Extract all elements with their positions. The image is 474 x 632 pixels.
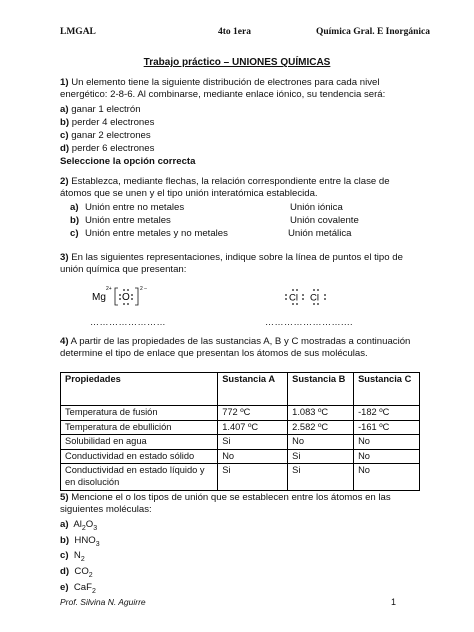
table-row <box>61 420 420 435</box>
table-cell: No <box>354 449 420 464</box>
answer-line-1: …………………… <box>90 317 166 327</box>
page-number: 1 <box>391 597 397 607</box>
table-cell: 772 ºC <box>218 406 288 421</box>
table-cell: No <box>354 435 420 450</box>
table-cell: Si <box>218 464 288 490</box>
molecule-item: b) $HNO_3$ <box>60 534 100 548</box>
table-cell: Si <box>218 435 288 450</box>
lewis-cl2-symbol: Cl <box>310 292 319 304</box>
question-5 <box>60 492 420 596</box>
table-cell: 1.083 ºC <box>288 406 354 421</box>
question-2-row: a) Unión entre no metales Unión iónica <box>70 202 343 213</box>
table-cell: Si <box>288 464 354 490</box>
molecule-item: a) $Al_2O_3$ <box>60 518 98 532</box>
table-header-cell: Sustancia C <box>354 373 420 406</box>
table-header-cell: Sustancia B <box>288 373 354 406</box>
table-cell: No <box>218 449 288 464</box>
table-cell: -161 ºC <box>354 420 420 435</box>
table-cell: No <box>288 435 354 450</box>
table-cell: No <box>354 464 420 490</box>
question-1-option-d: d) perder 6 electrones <box>60 142 155 154</box>
lewis-mg-charge: 2+ <box>106 286 112 292</box>
question-1-option-c: c) ganar 2 electrones <box>60 129 151 141</box>
header-subject: Química Gral. E Inorgánica <box>316 27 430 37</box>
table-cell: 2.582 ºC <box>288 420 354 435</box>
lewis-structure-mgo <box>92 284 172 308</box>
question-1-option-b: b) perder 4 electrones <box>60 116 155 128</box>
question-2-matching <box>60 202 420 241</box>
question-5-text: 5) Mencione el o los tipos de unión que se establecen entre los átomos en las siguientes moléculas: <box>60 492 391 515</box>
answer-line-2: …………………….... <box>265 317 354 327</box>
table-cell: Conductividad en estado líquido y en disolución <box>61 464 218 490</box>
question-4-text: 4) A partir de las propiedades de las sustancias A, B y C mostradas a continuación determine el tipo de enlace que presentan los átomos de sus moléculas. <box>60 336 411 359</box>
properties-table <box>60 372 420 491</box>
table-cell: Si <box>288 449 354 464</box>
question-1-option-a: a) ganar 1 electrón <box>60 103 141 115</box>
molecule-item: d) $CO_2$ <box>60 565 93 579</box>
molecule-item: e) CaF$_2$ <box>60 581 96 595</box>
lewis-o-charge: 2 – <box>140 286 147 292</box>
table-row <box>61 449 420 464</box>
table-header-row <box>61 373 420 406</box>
question-2-row: b) Unión entre metales Unión covalente <box>70 215 359 226</box>
page-title: Trabajo práctico – UNIONES QUÍMICAS <box>143 57 331 68</box>
table-cell: Solubilidad en agua <box>61 435 218 450</box>
table-header-cell: Sustancia A <box>218 373 288 406</box>
lewis-o-symbol: O <box>122 292 130 303</box>
footer-author: Prof. Silvina N. Aguirre <box>60 597 146 607</box>
table-cell: Temperatura de ebullición <box>61 420 218 435</box>
question-3-text: 3) En las siguientes representaciones, indique sobre la línea de puntos el tipo de unión química que presentan: <box>60 252 403 275</box>
lewis-mg-symbol: Mg <box>92 292 106 303</box>
page-header <box>60 27 440 41</box>
table-row <box>61 406 420 421</box>
molecule-item: c) $N_2$ <box>60 550 85 564</box>
table-cell: Temperatura de fusión <box>61 406 218 421</box>
question-1 <box>60 77 420 168</box>
question-3 <box>60 252 420 276</box>
lewis-structure-cl2 <box>284 287 334 307</box>
question-1-instruction: Seleccione la opción correcta <box>60 155 196 167</box>
question-4 <box>60 336 420 360</box>
table-row <box>61 464 420 490</box>
lewis-cl1-symbol: Cl <box>289 292 298 304</box>
question-2 <box>60 176 420 200</box>
header-course: 4to 1era <box>218 27 251 37</box>
table-cell: 1.407 ºC <box>218 420 288 435</box>
question-2-row: c) Unión entre metales y no metales Unión metálica <box>70 228 352 239</box>
table-cell: -182 ºC <box>354 406 420 421</box>
question-1-text: 1) Un elemento tiene la siguiente distribución de electrones para cada nivel energético: 2-8-6. Al combinarse, mediante enlace iónico, su tendencia será: <box>60 77 386 100</box>
table-cell: Conductividad en estado sólido <box>61 449 218 464</box>
table-header-cell: Propiedades <box>61 373 218 406</box>
header-school: LMGAL <box>60 27 96 37</box>
question-2-text: 2) Establezca, mediante flechas, la relación correspondiente entre la clase de átomos que se unen y el tipo unión interatómica establecida. <box>60 176 390 199</box>
table-row <box>61 435 420 450</box>
